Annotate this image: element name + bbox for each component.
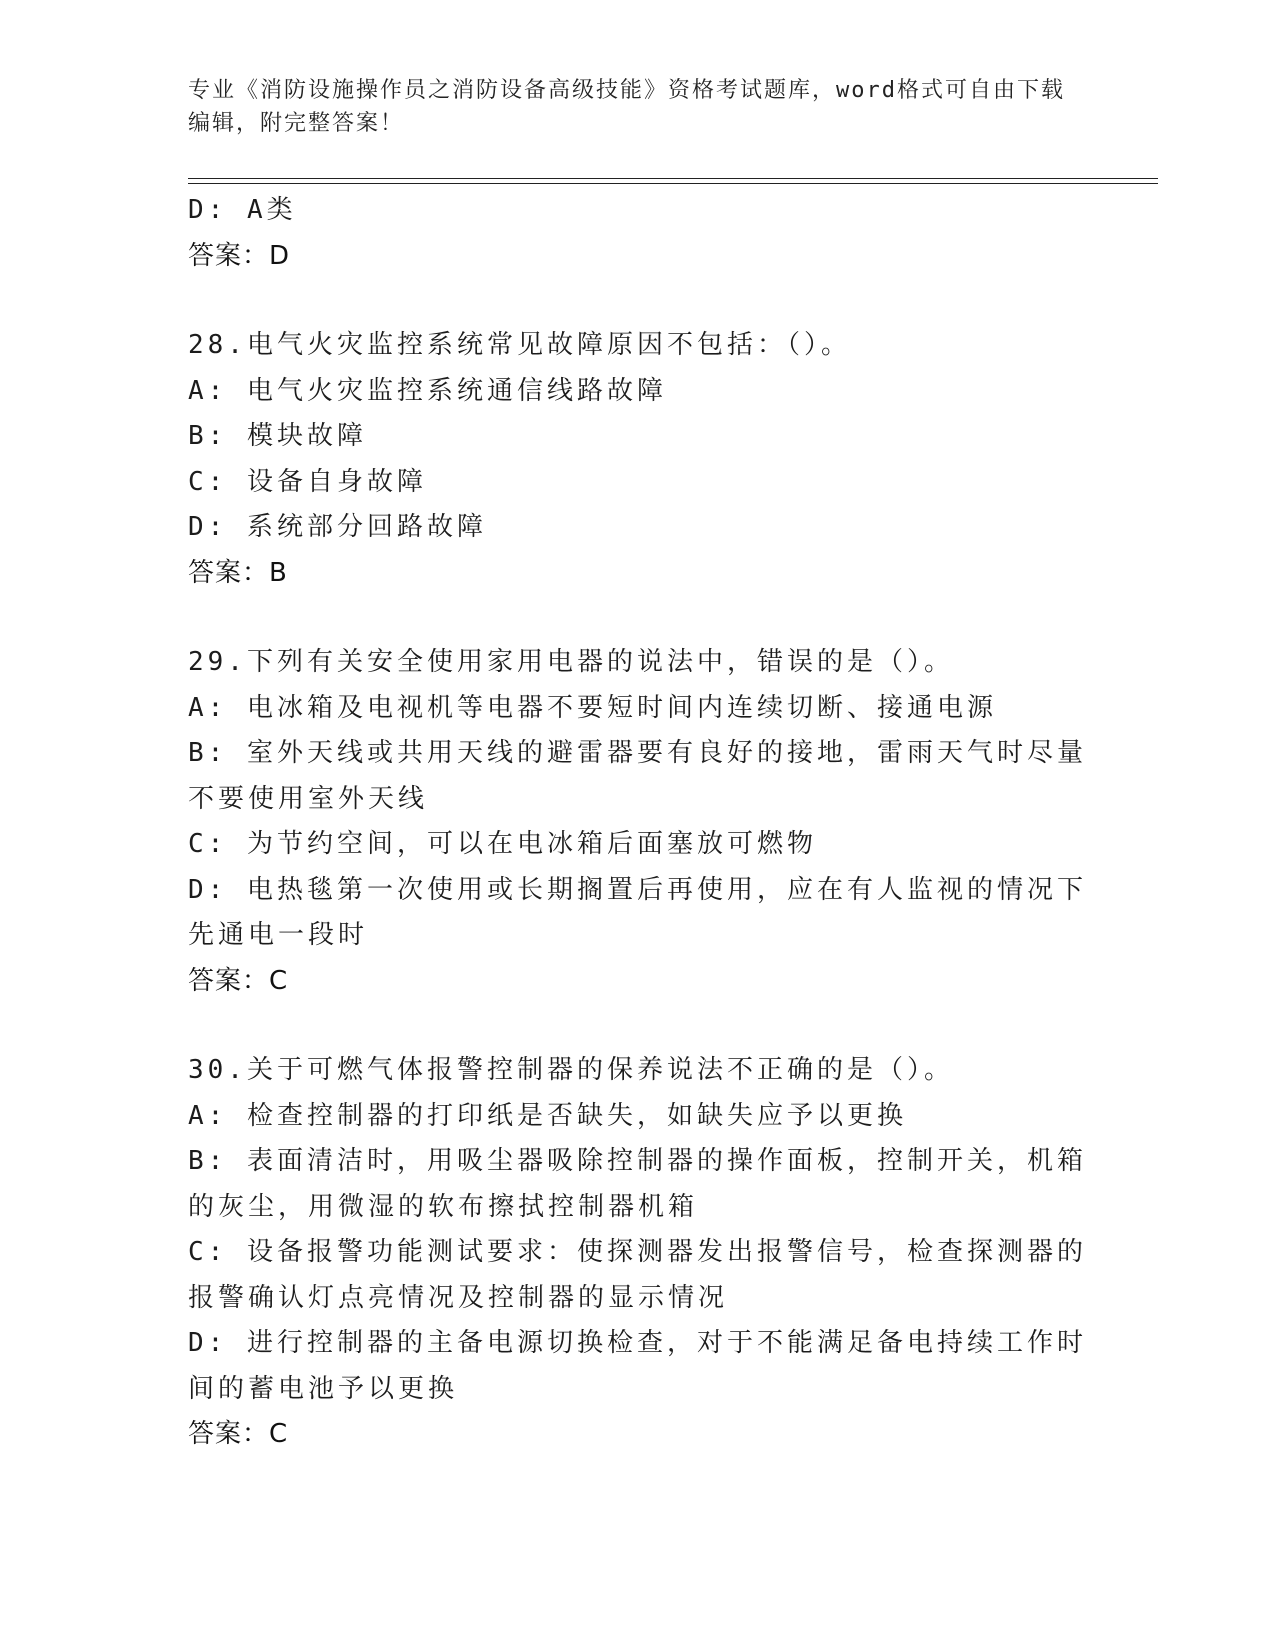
option-c: C: 为节约空间，可以在电冰箱后面塞放可燃物 bbox=[188, 829, 817, 859]
option-d: D: 电热毯第一次使用或长期搁置后再使用，应在有人监视的情况下先通电一段时 bbox=[188, 874, 1087, 950]
question-stem: 29.下列有关安全使用家用电器的说法中，错误的是（）。 bbox=[188, 647, 954, 677]
page-header: 专业《消防设施操作员之消防设备高级技能》资格考试题库，word格式可自由下载编辑，附完整答案！ bbox=[188, 78, 1065, 136]
header-rule-bottom bbox=[188, 183, 1158, 184]
question-list bbox=[188, 188, 1088, 1458]
spacer bbox=[188, 596, 1088, 640]
spacer bbox=[188, 1004, 1088, 1048]
option-b: B: 模块故障 bbox=[188, 421, 367, 451]
option-b: B: 室外天线或共用天线的避雷器要有良好的接地，雷雨天气时尽量不要使用室外天线 bbox=[188, 738, 1087, 814]
spacer bbox=[188, 279, 1088, 323]
question-stem: 30.关于可燃气体报警控制器的保养说法不正确的是（）。 bbox=[188, 1055, 954, 1085]
option-d: D: 系统部分回路故障 bbox=[188, 512, 487, 542]
answer-line: 答案：D bbox=[188, 240, 291, 271]
option-c: C: 设备自身故障 bbox=[188, 466, 427, 497]
option-c: C: 设备报警功能测试要求：使探测器发出报警信号，检查探测器的报警确认灯点亮情况及控制器的显示情况 bbox=[188, 1237, 1087, 1313]
question-28 bbox=[188, 323, 1088, 596]
answer-line: 答案：C bbox=[188, 1419, 289, 1449]
option-d: D: 进行控制器的主备电源切换检查，对于不能满足备电持续工作时间的蓄电池予以更换 bbox=[188, 1328, 1087, 1404]
question-29 bbox=[188, 640, 1088, 1004]
question-fragment bbox=[188, 188, 1088, 279]
answer-line: 答案：C bbox=[188, 965, 289, 996]
question-stem: 28.电气火灾监控系统常见故障原因不包括：（）。 bbox=[188, 330, 851, 360]
header-rule-top bbox=[188, 178, 1158, 179]
question-30 bbox=[188, 1048, 1088, 1458]
option-d: D: A类 bbox=[188, 195, 297, 225]
option-a: A: 电冰箱及电视机等电器不要短时间内连续切断、接通电源 bbox=[188, 692, 997, 723]
answer-line: 答案：B bbox=[188, 557, 288, 588]
option-a: A: 电气火灾监控系统通信线路故障 bbox=[188, 375, 667, 406]
option-a: A: 检查控制器的打印纸是否缺失，如缺失应予以更换 bbox=[188, 1100, 907, 1131]
option-b: B: 表面清洁时，用吸尘器吸除控制器的操作面板，控制开关，机箱的灰尘，用微湿的软布擦拭控制器机箱 bbox=[188, 1146, 1087, 1222]
